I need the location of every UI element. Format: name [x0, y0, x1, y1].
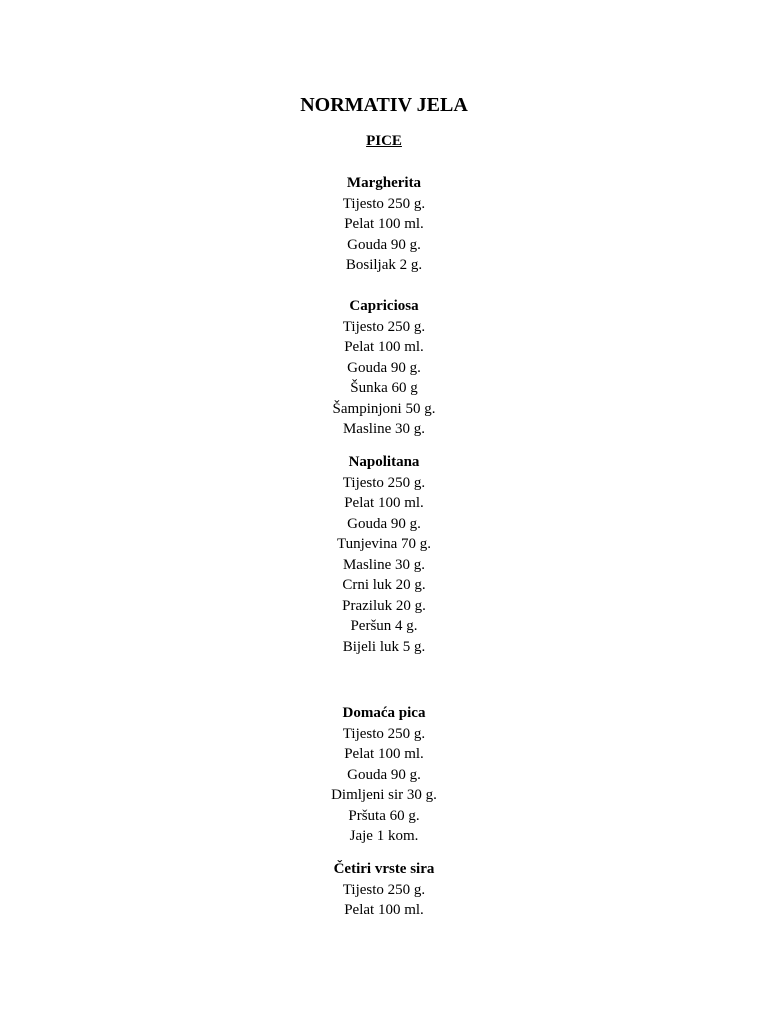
ingredient-line: Tijesto 250 g.: [342, 881, 426, 898]
ingredient-line: Pelat 100 ml.: [344, 216, 424, 232]
ingredient-line: Tijesto 250 g.: [342, 725, 426, 742]
dish-name: Domaća pica: [342, 705, 426, 721]
dish-block: [0, 452, 768, 657]
dish-name: Capriciosa: [349, 298, 419, 314]
dish-block: [0, 703, 768, 847]
ingredient-line: Jaje 1 kom.: [349, 828, 419, 844]
ingredient-line: Gouda 90 g.: [347, 236, 421, 253]
ingredient-line: Gouda 90 g.: [347, 515, 421, 532]
ingredient-line: Dimljeni sir 30 g.: [331, 787, 437, 803]
dish-block: [0, 173, 768, 276]
ingredient-line: Tijesto 250 g.: [342, 195, 426, 212]
ingredient-line: Masline 30 g.: [342, 421, 426, 437]
ingredient-line: Šampinjoni 50 g.: [332, 400, 436, 417]
ingredient-line: Tunjevina 70 g.: [336, 536, 432, 552]
dish-name: Napolitana: [348, 454, 420, 470]
ingredient-line: Šunka 60 g: [350, 380, 418, 396]
section-title: PICE: [366, 133, 402, 149]
ingredient-line: Pelat 100 ml.: [344, 746, 424, 762]
ingredient-line: Pršuta 60 g.: [348, 807, 420, 824]
ingredient-line: Tijesto 250 g.: [342, 318, 426, 335]
ingredient-line: Praziluk 20 g.: [342, 597, 426, 614]
ingredient-line: Pelat 100 ml.: [344, 495, 424, 511]
ingredient-line: Tijesto 250 g.: [342, 474, 426, 491]
ingredient-line: Masline 30 g.: [342, 556, 426, 573]
document-title: NORMATIV JELA: [300, 94, 468, 116]
ingredient-line: Bijeli luk 5 g.: [342, 638, 426, 655]
dish-block: [0, 859, 768, 921]
ingredient-line: Crni luk 20 g.: [342, 577, 426, 593]
ingredient-line: Peršun 4 g.: [350, 618, 418, 634]
ingredient-line: Gouda 90 g.: [347, 766, 421, 783]
ingredient-line: Pelat 100 ml.: [344, 339, 424, 355]
ingredient-line: Gouda 90 g.: [347, 359, 421, 376]
dish-name: Četiri vrste sira: [333, 861, 435, 877]
dish-block: [0, 296, 768, 440]
dish-name: Margherita: [346, 175, 422, 191]
ingredient-line: Pelat 100 ml.: [344, 902, 424, 918]
ingredient-line: Bosiljak 2 g.: [345, 257, 423, 273]
